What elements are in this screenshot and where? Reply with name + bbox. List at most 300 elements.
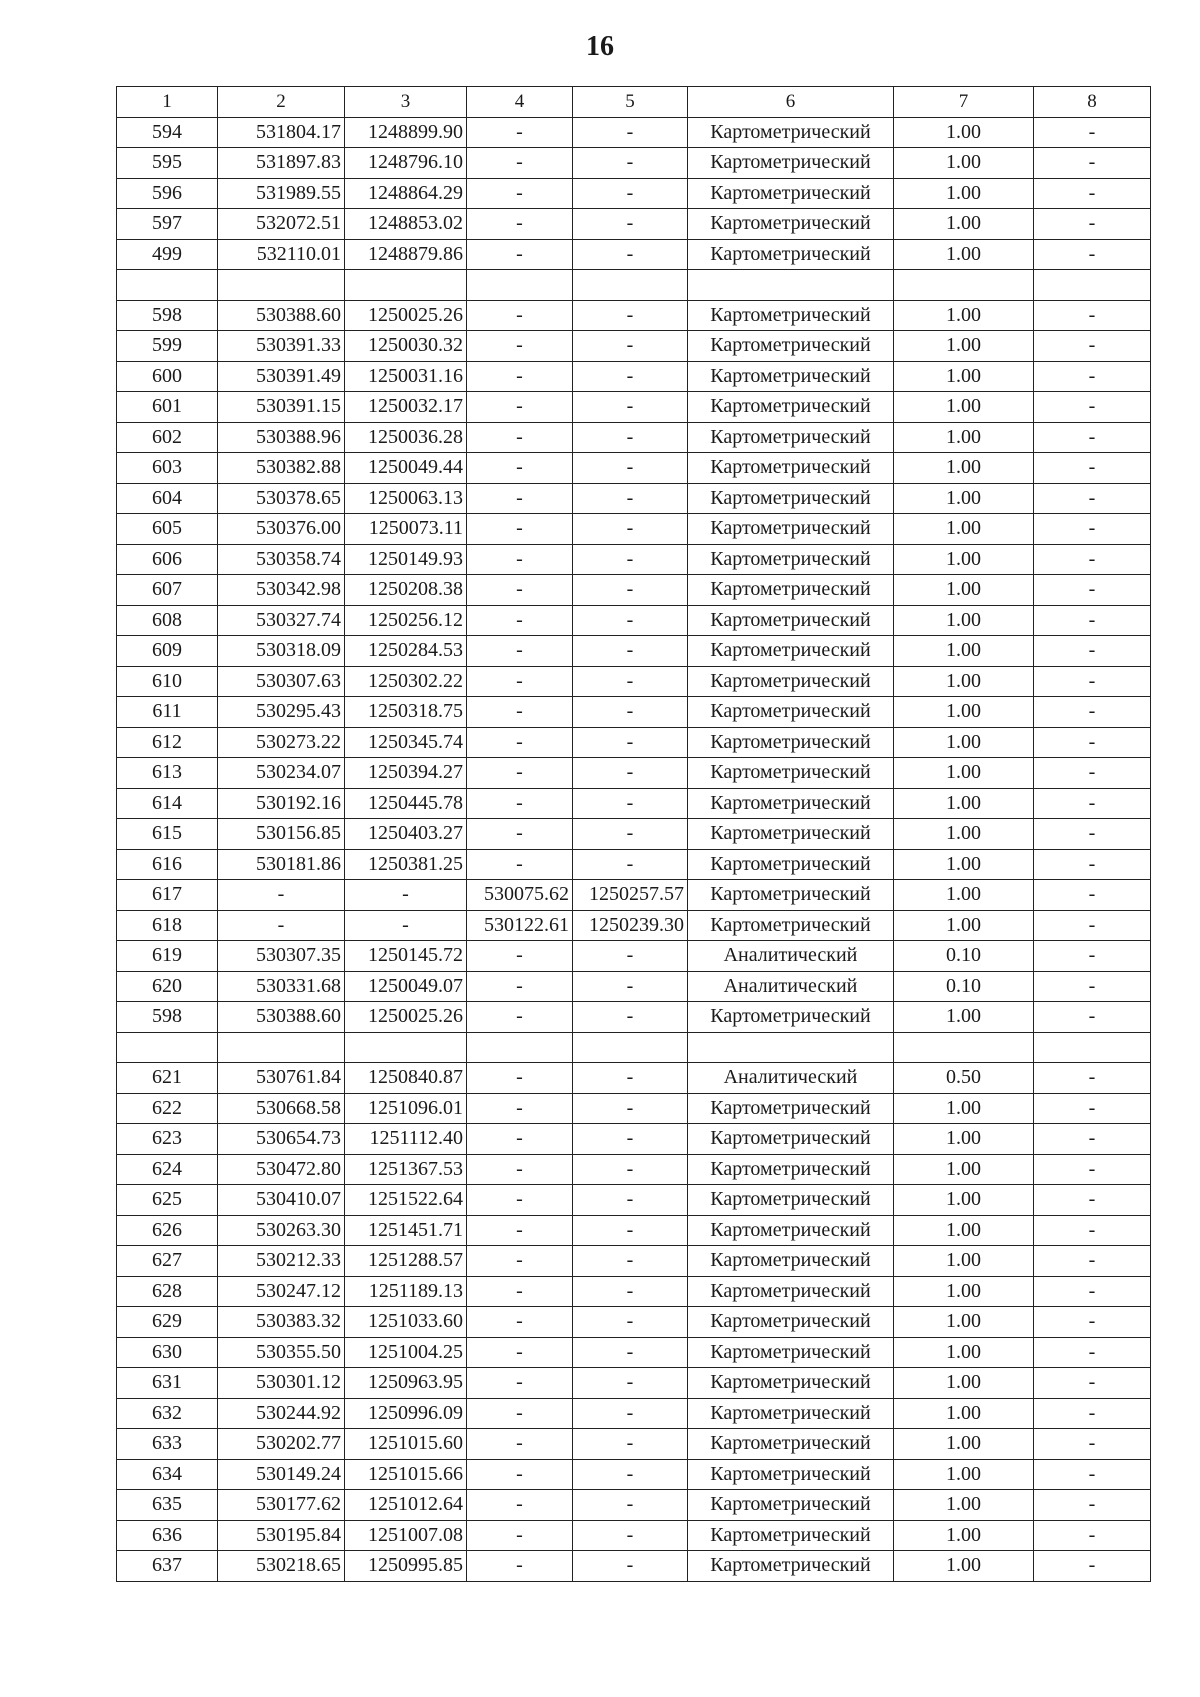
x-coordinate-cell: 530295.43 <box>218 697 345 728</box>
point-number-cell: 636 <box>117 1520 218 1551</box>
table-row <box>117 148 1151 179</box>
table-row <box>117 910 1151 941</box>
x-coordinate-alt-cell: - <box>467 1429 573 1460</box>
x-coordinate-cell: 530383.32 <box>218 1307 345 1338</box>
accuracy-cell: 1.00 <box>894 636 1034 667</box>
accuracy-cell: 1.00 <box>894 910 1034 941</box>
y-coordinate-cell: 1250256.12 <box>345 605 467 636</box>
point-number-cell: 624 <box>117 1154 218 1185</box>
y-coordinate-alt-cell: - <box>573 1337 688 1368</box>
x-coordinate-alt-cell: - <box>467 605 573 636</box>
x-coordinate-cell: 530654.73 <box>218 1124 345 1155</box>
method-cell: Картометрический <box>688 1002 894 1033</box>
x-coordinate-alt-cell: - <box>467 331 573 362</box>
description-cell: - <box>1034 1337 1151 1368</box>
y-coordinate-alt-cell: - <box>573 300 688 331</box>
table-row <box>117 636 1151 667</box>
table-row <box>117 1002 1151 1033</box>
table-row <box>117 1246 1151 1277</box>
method-cell: Картометрический <box>688 239 894 270</box>
y-coordinate-cell: 1251189.13 <box>345 1276 467 1307</box>
point-number-cell: 604 <box>117 483 218 514</box>
y-coordinate-cell: 1250049.07 <box>345 971 467 1002</box>
y-coordinate-alt-cell: - <box>573 1246 688 1277</box>
description-cell: - <box>1034 1124 1151 1155</box>
table-row <box>117 117 1151 148</box>
description-cell: - <box>1034 910 1151 941</box>
x-coordinate-cell: 530318.09 <box>218 636 345 667</box>
y-coordinate-cell: 1248899.90 <box>345 117 467 148</box>
y-coordinate-alt-cell: - <box>573 514 688 545</box>
point-number-cell: 610 <box>117 666 218 697</box>
table-row <box>117 483 1151 514</box>
table-row <box>117 331 1151 362</box>
method-cell: Картометрический <box>688 1215 894 1246</box>
y-coordinate-cell: 1251007.08 <box>345 1520 467 1551</box>
y-coordinate-alt-cell: - <box>573 1307 688 1338</box>
table-row <box>117 880 1151 911</box>
accuracy-cell: 0.10 <box>894 941 1034 972</box>
description-cell: - <box>1034 636 1151 667</box>
table-row <box>117 971 1151 1002</box>
point-number-cell: 615 <box>117 819 218 850</box>
empty-cell <box>345 1032 467 1063</box>
empty-cell <box>894 270 1034 301</box>
method-cell: Картометрический <box>688 209 894 240</box>
table-row <box>117 544 1151 575</box>
accuracy-cell: 1.00 <box>894 178 1034 209</box>
x-coordinate-alt-cell: - <box>467 1276 573 1307</box>
accuracy-cell: 1.00 <box>894 1002 1034 1033</box>
y-coordinate-cell: 1248864.29 <box>345 178 467 209</box>
x-coordinate-alt-cell: - <box>467 117 573 148</box>
y-coordinate-alt-cell: - <box>573 148 688 179</box>
point-number-cell: 633 <box>117 1429 218 1460</box>
x-coordinate-alt-cell: 530122.61 <box>467 910 573 941</box>
y-coordinate-alt-cell: - <box>573 636 688 667</box>
empty-cell <box>573 270 688 301</box>
x-coordinate-alt-cell: - <box>467 1551 573 1582</box>
column-header: 4 <box>467 87 573 118</box>
y-coordinate-alt-cell: - <box>573 239 688 270</box>
accuracy-cell: 1.00 <box>894 1215 1034 1246</box>
y-coordinate-alt-cell: - <box>573 666 688 697</box>
description-cell: - <box>1034 544 1151 575</box>
x-coordinate-alt-cell: - <box>467 1185 573 1216</box>
table-row <box>117 575 1151 606</box>
x-coordinate-cell: 530355.50 <box>218 1337 345 1368</box>
column-header: 1 <box>117 87 218 118</box>
x-coordinate-cell: 530234.07 <box>218 758 345 789</box>
accuracy-cell: 1.00 <box>894 788 1034 819</box>
table-row <box>117 1215 1151 1246</box>
x-coordinate-alt-cell: - <box>467 1063 573 1094</box>
x-coordinate-alt-cell: - <box>467 727 573 758</box>
description-cell: - <box>1034 1276 1151 1307</box>
y-coordinate-alt-cell: - <box>573 178 688 209</box>
table-row <box>117 666 1151 697</box>
x-coordinate-alt-cell: - <box>467 1002 573 1033</box>
empty-cell <box>117 1032 218 1063</box>
x-coordinate-alt-cell: - <box>467 361 573 392</box>
x-coordinate-cell: 530388.60 <box>218 1002 345 1033</box>
column-header: 7 <box>894 87 1034 118</box>
x-coordinate-alt-cell: - <box>467 819 573 850</box>
y-coordinate-alt-cell: - <box>573 1093 688 1124</box>
description-cell: - <box>1034 788 1151 819</box>
point-number-cell: 595 <box>117 148 218 179</box>
y-coordinate-alt-cell: 1250257.57 <box>573 880 688 911</box>
method-cell: Картометрический <box>688 1337 894 1368</box>
point-number-cell: 630 <box>117 1337 218 1368</box>
x-coordinate-alt-cell: - <box>467 758 573 789</box>
accuracy-cell: 0.50 <box>894 1063 1034 1094</box>
x-coordinate-cell: 530177.62 <box>218 1490 345 1521</box>
description-cell: - <box>1034 1002 1151 1033</box>
description-cell: - <box>1034 1398 1151 1429</box>
point-number-cell: 594 <box>117 117 218 148</box>
y-coordinate-cell: 1250302.22 <box>345 666 467 697</box>
empty-cell <box>218 1032 345 1063</box>
y-coordinate-alt-cell: - <box>573 483 688 514</box>
y-coordinate-cell: 1250394.27 <box>345 758 467 789</box>
y-coordinate-cell: 1250381.25 <box>345 849 467 880</box>
point-number-cell: 634 <box>117 1459 218 1490</box>
description-cell: - <box>1034 697 1151 728</box>
x-coordinate-cell: 530149.24 <box>218 1459 345 1490</box>
method-cell: Картометрический <box>688 788 894 819</box>
table-row <box>117 1368 1151 1399</box>
point-number-cell: 626 <box>117 1215 218 1246</box>
empty-cell <box>894 1032 1034 1063</box>
y-coordinate-cell: 1250149.93 <box>345 544 467 575</box>
table-row <box>117 1429 1151 1460</box>
method-cell: Картометрический <box>688 117 894 148</box>
y-coordinate-cell: 1251033.60 <box>345 1307 467 1338</box>
method-cell: Картометрический <box>688 697 894 728</box>
accuracy-cell: 1.00 <box>894 239 1034 270</box>
y-coordinate-alt-cell: - <box>573 575 688 606</box>
table-row <box>117 422 1151 453</box>
accuracy-cell: 1.00 <box>894 483 1034 514</box>
x-coordinate-cell: - <box>218 910 345 941</box>
x-coordinate-cell: 530410.07 <box>218 1185 345 1216</box>
point-number-cell: 616 <box>117 849 218 880</box>
x-coordinate-cell: 530202.77 <box>218 1429 345 1460</box>
x-coordinate-cell: 530382.88 <box>218 453 345 484</box>
accuracy-cell: 1.00 <box>894 1246 1034 1277</box>
accuracy-cell: 1.00 <box>894 1093 1034 1124</box>
accuracy-cell: 1.00 <box>894 361 1034 392</box>
y-coordinate-alt-cell: - <box>573 1215 688 1246</box>
y-coordinate-cell: 1250032.17 <box>345 392 467 423</box>
x-coordinate-alt-cell: - <box>467 941 573 972</box>
empty-cell <box>688 1032 894 1063</box>
method-cell: Картометрический <box>688 727 894 758</box>
y-coordinate-cell: - <box>345 910 467 941</box>
coordinates-table <box>116 86 1151 1582</box>
method-cell: Картометрический <box>688 514 894 545</box>
point-number-cell: 499 <box>117 239 218 270</box>
accuracy-cell: 1.00 <box>894 1307 1034 1338</box>
empty-cell <box>467 1032 573 1063</box>
table-row <box>117 1520 1151 1551</box>
method-cell: Картометрический <box>688 880 894 911</box>
column-header-row <box>117 87 1151 118</box>
x-coordinate-cell: 531897.83 <box>218 148 345 179</box>
table-row <box>117 1276 1151 1307</box>
y-coordinate-alt-cell: - <box>573 819 688 850</box>
point-number-cell: 600 <box>117 361 218 392</box>
y-coordinate-alt-cell: - <box>573 605 688 636</box>
y-coordinate-cell: 1251451.71 <box>345 1215 467 1246</box>
x-coordinate-cell: 530358.74 <box>218 544 345 575</box>
y-coordinate-cell: 1250063.13 <box>345 483 467 514</box>
description-cell: - <box>1034 239 1151 270</box>
y-coordinate-cell: 1250403.27 <box>345 819 467 850</box>
method-cell: Картометрический <box>688 392 894 423</box>
x-coordinate-cell: 532072.51 <box>218 209 345 240</box>
method-cell: Картометрический <box>688 483 894 514</box>
empty-cell <box>117 270 218 301</box>
column-header: 3 <box>345 87 467 118</box>
y-coordinate-alt-cell: - <box>573 1154 688 1185</box>
accuracy-cell: 1.00 <box>894 1459 1034 1490</box>
x-coordinate-alt-cell: - <box>467 1520 573 1551</box>
x-coordinate-alt-cell: - <box>467 300 573 331</box>
point-number-cell: 621 <box>117 1063 218 1094</box>
y-coordinate-alt-cell: - <box>573 331 688 362</box>
point-number-cell: 611 <box>117 697 218 728</box>
x-coordinate-alt-cell: - <box>467 453 573 484</box>
accuracy-cell: 1.00 <box>894 880 1034 911</box>
method-cell: Картометрический <box>688 575 894 606</box>
description-cell: - <box>1034 941 1151 972</box>
description-cell: - <box>1034 514 1151 545</box>
x-coordinate-cell: 530244.92 <box>218 1398 345 1429</box>
accuracy-cell: 1.00 <box>894 697 1034 728</box>
y-coordinate-cell: 1250145.72 <box>345 941 467 972</box>
method-cell: Картометрический <box>688 544 894 575</box>
point-number-cell: 635 <box>117 1490 218 1521</box>
point-number-cell: 607 <box>117 575 218 606</box>
point-number-cell: 632 <box>117 1398 218 1429</box>
accuracy-cell: 1.00 <box>894 148 1034 179</box>
method-cell: Картометрический <box>688 361 894 392</box>
y-coordinate-cell: 1251112.40 <box>345 1124 467 1155</box>
x-coordinate-alt-cell: - <box>467 1215 573 1246</box>
x-coordinate-alt-cell: - <box>467 575 573 606</box>
table-row <box>117 514 1151 545</box>
y-coordinate-cell: 1250284.53 <box>345 636 467 667</box>
point-number-cell: 618 <box>117 910 218 941</box>
table-row <box>117 605 1151 636</box>
description-cell: - <box>1034 1429 1151 1460</box>
table-row <box>117 178 1151 209</box>
x-coordinate-alt-cell: - <box>467 1307 573 1338</box>
description-cell: - <box>1034 1490 1151 1521</box>
table-row <box>117 758 1151 789</box>
point-number-cell: 608 <box>117 605 218 636</box>
table-row <box>117 239 1151 270</box>
method-cell: Картометрический <box>688 1246 894 1277</box>
description-cell: - <box>1034 1368 1151 1399</box>
accuracy-cell: 1.00 <box>894 1124 1034 1155</box>
table-row <box>117 1551 1151 1582</box>
method-cell: Картометрический <box>688 758 894 789</box>
y-coordinate-alt-cell: - <box>573 758 688 789</box>
table-row <box>117 849 1151 880</box>
y-coordinate-alt-cell: - <box>573 788 688 819</box>
point-number-cell: 603 <box>117 453 218 484</box>
x-coordinate-alt-cell: - <box>467 209 573 240</box>
page-number: 16 <box>586 31 614 62</box>
y-coordinate-cell: 1250345.74 <box>345 727 467 758</box>
x-coordinate-alt-cell: - <box>467 1490 573 1521</box>
x-coordinate-alt-cell: - <box>467 788 573 819</box>
y-coordinate-alt-cell: - <box>573 1520 688 1551</box>
accuracy-cell: 1.00 <box>894 1185 1034 1216</box>
description-cell: - <box>1034 1093 1151 1124</box>
table-row <box>117 1185 1151 1216</box>
y-coordinate-alt-cell: - <box>573 453 688 484</box>
y-coordinate-cell: 1251522.64 <box>345 1185 467 1216</box>
y-coordinate-alt-cell: - <box>573 392 688 423</box>
x-coordinate-alt-cell: - <box>467 178 573 209</box>
method-cell: Картометрический <box>688 1398 894 1429</box>
point-number-cell: 617 <box>117 880 218 911</box>
separator-row <box>117 1032 1151 1063</box>
accuracy-cell: 1.00 <box>894 575 1034 606</box>
x-coordinate-alt-cell: - <box>467 392 573 423</box>
x-coordinate-cell: 530378.65 <box>218 483 345 514</box>
accuracy-cell: 1.00 <box>894 666 1034 697</box>
x-coordinate-alt-cell: - <box>467 1368 573 1399</box>
x-coordinate-cell: 530331.68 <box>218 971 345 1002</box>
description-cell: - <box>1034 148 1151 179</box>
description-cell: - <box>1034 1154 1151 1185</box>
empty-cell <box>345 270 467 301</box>
method-cell: Картометрический <box>688 1276 894 1307</box>
x-coordinate-alt-cell: - <box>467 148 573 179</box>
y-coordinate-cell: 1248879.86 <box>345 239 467 270</box>
description-cell: - <box>1034 758 1151 789</box>
method-cell: Картометрический <box>688 1459 894 1490</box>
y-coordinate-alt-cell: - <box>573 209 688 240</box>
description-cell: - <box>1034 819 1151 850</box>
y-coordinate-cell: 1250208.38 <box>345 575 467 606</box>
description-cell: - <box>1034 1307 1151 1338</box>
x-coordinate-cell: 530391.49 <box>218 361 345 392</box>
x-coordinate-alt-cell: - <box>467 697 573 728</box>
description-cell: - <box>1034 300 1151 331</box>
y-coordinate-alt-cell: - <box>573 727 688 758</box>
empty-cell <box>573 1032 688 1063</box>
point-number-cell: 629 <box>117 1307 218 1338</box>
x-coordinate-cell: 530327.74 <box>218 605 345 636</box>
point-number-cell: 605 <box>117 514 218 545</box>
point-number-cell: 602 <box>117 422 218 453</box>
accuracy-cell: 1.00 <box>894 300 1034 331</box>
point-number-cell: 628 <box>117 1276 218 1307</box>
method-cell: Картометрический <box>688 453 894 484</box>
y-coordinate-cell: 1250030.32 <box>345 331 467 362</box>
method-cell: Картометрический <box>688 1124 894 1155</box>
accuracy-cell: 1.00 <box>894 514 1034 545</box>
method-cell: Картометрический <box>688 300 894 331</box>
x-coordinate-cell: 530472.80 <box>218 1154 345 1185</box>
y-coordinate-cell: 1250963.95 <box>345 1368 467 1399</box>
x-coordinate-alt-cell: - <box>467 1398 573 1429</box>
method-cell: Картометрический <box>688 1490 894 1521</box>
table-row <box>117 1337 1151 1368</box>
table-row <box>117 209 1151 240</box>
accuracy-cell: 1.00 <box>894 1398 1034 1429</box>
method-cell: Картометрический <box>688 331 894 362</box>
description-cell: - <box>1034 331 1151 362</box>
table-row <box>117 941 1151 972</box>
y-coordinate-cell: 1248853.02 <box>345 209 467 240</box>
table-row <box>117 1398 1151 1429</box>
x-coordinate-cell: 530218.65 <box>218 1551 345 1582</box>
y-coordinate-alt-cell: - <box>573 1459 688 1490</box>
accuracy-cell: 1.00 <box>894 544 1034 575</box>
description-cell: - <box>1034 971 1151 1002</box>
method-cell: Картометрический <box>688 1307 894 1338</box>
empty-cell <box>218 270 345 301</box>
y-coordinate-alt-cell: - <box>573 422 688 453</box>
point-number-cell: 619 <box>117 941 218 972</box>
point-number-cell: 598 <box>117 300 218 331</box>
y-coordinate-alt-cell: - <box>573 1551 688 1582</box>
y-coordinate-alt-cell: - <box>573 1276 688 1307</box>
x-coordinate-cell: 531804.17 <box>218 117 345 148</box>
method-cell: Аналитический <box>688 1063 894 1094</box>
y-coordinate-alt-cell: - <box>573 1124 688 1155</box>
table-row <box>117 1063 1151 1094</box>
x-coordinate-cell: 530307.63 <box>218 666 345 697</box>
description-cell: - <box>1034 849 1151 880</box>
accuracy-cell: 1.00 <box>894 819 1034 850</box>
empty-cell <box>1034 270 1151 301</box>
x-coordinate-cell: - <box>218 880 345 911</box>
y-coordinate-cell: 1251288.57 <box>345 1246 467 1277</box>
point-number-cell: 627 <box>117 1246 218 1277</box>
x-coordinate-alt-cell: - <box>467 1154 573 1185</box>
description-cell: - <box>1034 575 1151 606</box>
accuracy-cell: 1.00 <box>894 605 1034 636</box>
accuracy-cell: 1.00 <box>894 1520 1034 1551</box>
method-cell: Картометрический <box>688 178 894 209</box>
accuracy-cell: 1.00 <box>894 117 1034 148</box>
x-coordinate-alt-cell: - <box>467 483 573 514</box>
x-coordinate-alt-cell: - <box>467 971 573 1002</box>
table-row <box>117 453 1151 484</box>
x-coordinate-alt-cell: 530075.62 <box>467 880 573 911</box>
y-coordinate-cell: - <box>345 880 467 911</box>
description-cell: - <box>1034 361 1151 392</box>
point-number-cell: 598 <box>117 1002 218 1033</box>
y-coordinate-cell: 1250318.75 <box>345 697 467 728</box>
method-cell: Картометрический <box>688 148 894 179</box>
accuracy-cell: 0.10 <box>894 971 1034 1002</box>
accuracy-cell: 1.00 <box>894 1490 1034 1521</box>
x-coordinate-cell: 530156.85 <box>218 819 345 850</box>
method-cell: Картометрический <box>688 1429 894 1460</box>
accuracy-cell: 1.00 <box>894 1368 1034 1399</box>
point-number-cell: 606 <box>117 544 218 575</box>
y-coordinate-alt-cell: - <box>573 941 688 972</box>
